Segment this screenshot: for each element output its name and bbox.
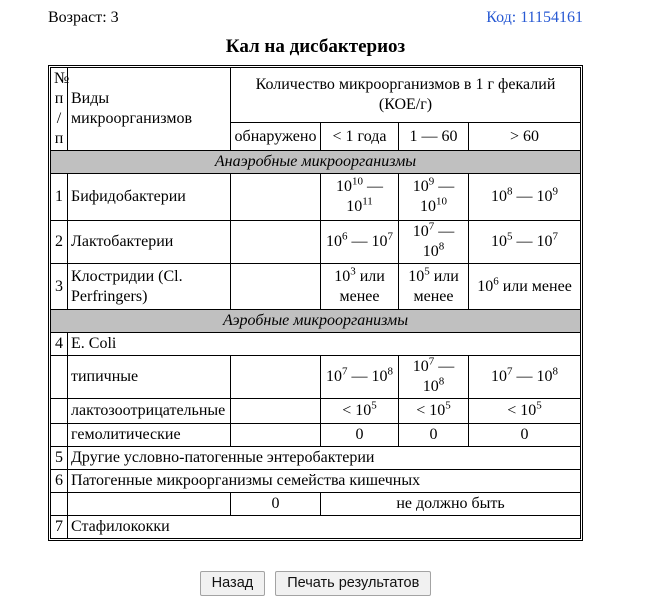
row-num bbox=[51, 493, 68, 516]
detected-cell: 0 bbox=[231, 493, 321, 516]
species-name: Стафилококки bbox=[68, 516, 581, 539]
norm-1-60-cell: $10^5$ или менее bbox=[399, 264, 469, 310]
norm-1-60-cell: 0 bbox=[399, 424, 469, 447]
table-row-bifido bbox=[51, 174, 581, 221]
norm-gt60-cell: $10^8$ — $10^9$ bbox=[469, 174, 581, 221]
norm-gt60-cell: $10^5$ — $10^7$ bbox=[469, 221, 581, 264]
header-quantity: Количество микроорганизмов в 1 г фекалий (КОЕ/г) bbox=[231, 68, 581, 123]
table-row-staphylococci bbox=[51, 516, 581, 539]
species-name bbox=[68, 493, 231, 516]
row-num: 2 bbox=[51, 221, 68, 264]
section-label-anaerobic: Анаэробные микроорганизмы bbox=[51, 151, 581, 174]
detected-cell bbox=[231, 356, 321, 399]
row-num: 6 bbox=[51, 470, 68, 493]
section-label-aerobic: Аэробные микроорганизмы bbox=[51, 310, 581, 333]
species-name: Лактобактерии bbox=[68, 221, 231, 264]
norm-gt60-cell: < $10^5$ bbox=[469, 399, 581, 424]
detected-cell bbox=[231, 221, 321, 264]
header-age-lt1: < 1 года bbox=[321, 123, 399, 151]
table-row-clostridia bbox=[51, 264, 581, 310]
row-num: 5 bbox=[51, 447, 68, 470]
norm-gt60-cell: $10^6$ или менее bbox=[469, 264, 581, 310]
detected-cell bbox=[231, 424, 321, 447]
table-row-pathogenic-values bbox=[51, 493, 581, 516]
header-age-gt60: > 60 bbox=[469, 123, 581, 151]
species-name: Патогенные микроорганизмы семейства кишечных bbox=[68, 470, 581, 493]
table-header-row-1 bbox=[51, 68, 581, 123]
page-title: Кал на дисбактериоз bbox=[225, 36, 406, 57]
norm-lt1-cell: 0 bbox=[321, 424, 399, 447]
species-name: Бифидобактерии bbox=[68, 174, 231, 221]
norm-lt1-cell: $10^{10}$ — $10^{11}$ bbox=[321, 174, 399, 221]
species-name: типичные bbox=[68, 356, 231, 399]
species-name: Другие условно-патогенные энтеробактерии bbox=[68, 447, 581, 470]
norm-1-60-cell: $10^7$ — $10^8$ bbox=[399, 356, 469, 399]
header-detected: обнаружено bbox=[231, 123, 321, 151]
norm-lt1-cell: $10^7$ — $10^8$ bbox=[321, 356, 399, 399]
section-row-anaerobic bbox=[51, 151, 581, 174]
report-meta-row bbox=[48, 9, 583, 27]
header-age-1-60: 1 — 60 bbox=[399, 123, 469, 151]
species-name: E. Coli bbox=[68, 333, 581, 356]
row-num bbox=[51, 424, 68, 447]
report-page bbox=[48, 0, 583, 596]
back-button[interactable]: Назад bbox=[200, 571, 266, 596]
age-label: Возраст: 3 bbox=[48, 9, 119, 26]
species-name: Клостридии (Cl. Perfringers) bbox=[68, 264, 231, 310]
norm-span-cell: не должно быть bbox=[321, 493, 581, 516]
norm-lt1-cell: $10^3$ или менее bbox=[321, 264, 399, 310]
row-num bbox=[51, 356, 68, 399]
norm-gt60-cell: 0 bbox=[469, 424, 581, 447]
row-num: 3 bbox=[51, 264, 68, 310]
header-species: Виды микроорганизмов bbox=[68, 68, 231, 151]
code-label: Код: 11154161 bbox=[486, 9, 583, 26]
print-results-button[interactable]: Печать результатов bbox=[275, 571, 431, 596]
table-row-typical bbox=[51, 356, 581, 399]
table-row-hemolytic bbox=[51, 424, 581, 447]
results-table-frame bbox=[48, 65, 583, 541]
dysbacteriosis-table bbox=[50, 67, 581, 539]
detected-cell bbox=[231, 264, 321, 310]
table-row-ecoli bbox=[51, 333, 581, 356]
table-row-lacto bbox=[51, 221, 581, 264]
header-num: № п/п bbox=[51, 68, 68, 151]
norm-1-60-cell: $10^7$ — $10^8$ bbox=[399, 221, 469, 264]
detected-cell bbox=[231, 174, 321, 221]
row-num: 1 bbox=[51, 174, 68, 221]
norm-gt60-cell: $10^7$ — $10^8$ bbox=[469, 356, 581, 399]
norm-lt1-cell: < $10^5$ bbox=[321, 399, 399, 424]
species-name: гемолитические bbox=[68, 424, 231, 447]
table-row-other-enterobacteria bbox=[51, 447, 581, 470]
buttons-bar bbox=[48, 571, 583, 596]
row-num: 4 bbox=[51, 333, 68, 356]
species-name: лактозоотрицательные bbox=[68, 399, 231, 424]
norm-1-60-cell: $10^9$ — $10^{10}$ bbox=[399, 174, 469, 221]
table-row-lactose-negative bbox=[51, 399, 581, 424]
table-row-pathogenic bbox=[51, 470, 581, 493]
row-num: 7 bbox=[51, 516, 68, 539]
norm-1-60-cell: < $10^5$ bbox=[399, 399, 469, 424]
norm-lt1-cell: $10^6$ — $10^7$ bbox=[321, 221, 399, 264]
row-num bbox=[51, 399, 68, 424]
section-row-aerobic bbox=[51, 310, 581, 333]
detected-cell bbox=[231, 399, 321, 424]
